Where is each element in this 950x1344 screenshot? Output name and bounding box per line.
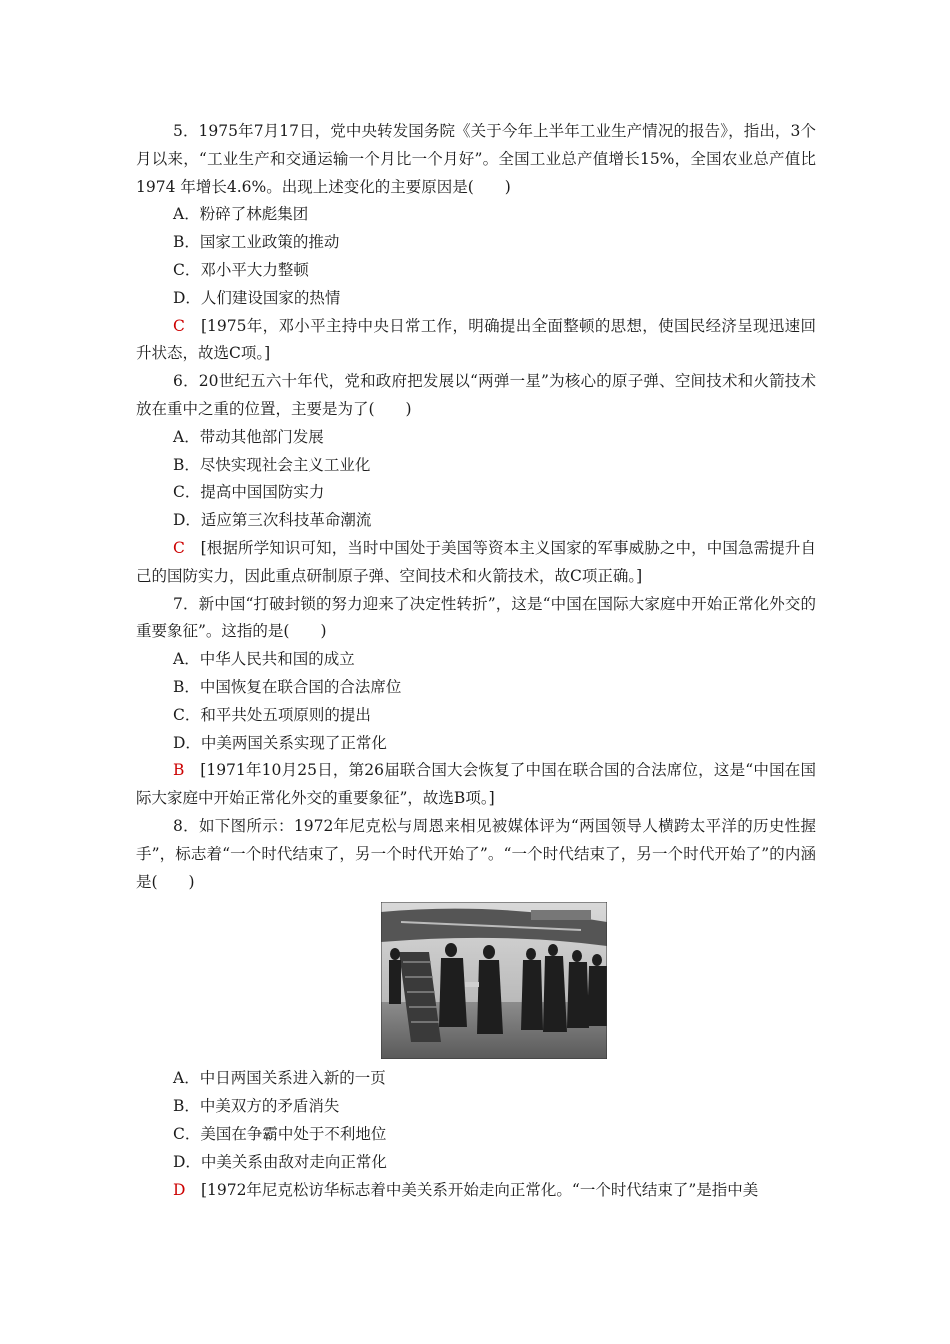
question-6-option-a: A．带动其他部门发展 bbox=[173, 427, 324, 446]
question-6-stem: 6．20世纪五六十年代，党和政府把发展以“两弹一星”为核心的原子弹、空间技术和火箭技术放在重中之重的位置，主要是为了( ) bbox=[136, 372, 816, 418]
question-8-option-b: B．中美双方的矛盾消失 bbox=[173, 1097, 340, 1116]
question-5-answer-block bbox=[136, 313, 816, 369]
question-6-explanation: [根据所学知识可知，当时中国处于美国等资本主义国家的军事威胁之中，中国急需提升自己的国防实力，因此重点研制原子弹、空间技术和火箭技术，故C项正确。] bbox=[136, 538, 816, 585]
question-7-option-b: B．中国恢复在联合国的合法席位 bbox=[173, 677, 402, 696]
question-5-stem: 5．1975年7月17日，党中央转发国务院《关于今年上半年工业生产情况的报告》，指出，3个月以来，“工业生产和交通运输一个月比一个月好”。全国工业总产值增长15%，全国农业总产值比1974 年增长4.6%。出现上述变化的主要原因是( ) bbox=[136, 122, 816, 196]
question-5-option-d: D．人们建设国家的热情 bbox=[173, 288, 341, 307]
question-8-option-c: C．美国在争霸中处于不利地位 bbox=[173, 1124, 387, 1143]
question-6-answer: C bbox=[173, 538, 185, 557]
question-5-answer: C bbox=[173, 316, 185, 335]
question-5-option-a: A．粉碎了林彪集团 bbox=[173, 205, 309, 224]
question-8-explanation: [1972年尼克松访华标志着中美关系开始走向正常化。“一个时代结束了”是指中美 bbox=[185, 1180, 759, 1199]
question-6-option-b: B．尽快实现社会主义工业化 bbox=[173, 455, 371, 474]
question-8-option-a: A．中日两国关系进入新的一页 bbox=[173, 1069, 386, 1088]
question-7-option-c: C．和平共处五项原则的提出 bbox=[173, 705, 371, 724]
question-6-option-c: C．提高中国国防实力 bbox=[173, 483, 325, 502]
question-7-answer-block bbox=[136, 757, 816, 813]
question-8-answer-block bbox=[136, 1177, 816, 1205]
question-7-option-a: A．中华人民共和国的成立 bbox=[173, 650, 355, 669]
question-8-stem: 8．如下图所示：1972年尼克松与周恩来相见被媒体评为“两国领导人横跨太平洋的历史性握手”，标志着“一个时代结束了，另一个时代开始了”。“一个时代结束了，另一个时代开始了”的内涵是( ) bbox=[136, 816, 816, 891]
question-6-answer-block bbox=[136, 535, 816, 591]
question-7-option-d: D．中美两国关系实现了正常化 bbox=[173, 733, 387, 752]
question-5-explanation: [1975年，邓小平主持中央日常工作，明确提出全面整顿的思想，使国民经济呈现迅速回升状态，故选C项。] bbox=[136, 316, 816, 363]
question-7-stem: 7．新中国“打破封锁的努力迎来了决定性转折”，这是“中国在国际大家庭中开始正常化外交的重要象征”。这指的是( ) bbox=[136, 594, 816, 641]
question-8-option-d: D．中美关系由敌对走向正常化 bbox=[173, 1152, 387, 1171]
question-5-option-c: C．邓小平大力整顿 bbox=[173, 260, 309, 279]
question-7-answer: B bbox=[173, 761, 185, 780]
question-8-answer: D bbox=[173, 1180, 186, 1199]
historical-photo bbox=[381, 902, 607, 1059]
question-6-option-d: D．适应第三次科技革命潮流 bbox=[173, 511, 372, 530]
document-page bbox=[136, 118, 816, 1204]
question-5-option-b: B．国家工业政策的推动 bbox=[173, 233, 340, 252]
question-7-explanation: [1971年10月25日，第26届联合国大会恢复了中国在联合国的合法席位，这是“中国在国际大家庭中开始正常化外交的重要象征”，故选B项。] bbox=[136, 761, 816, 808]
